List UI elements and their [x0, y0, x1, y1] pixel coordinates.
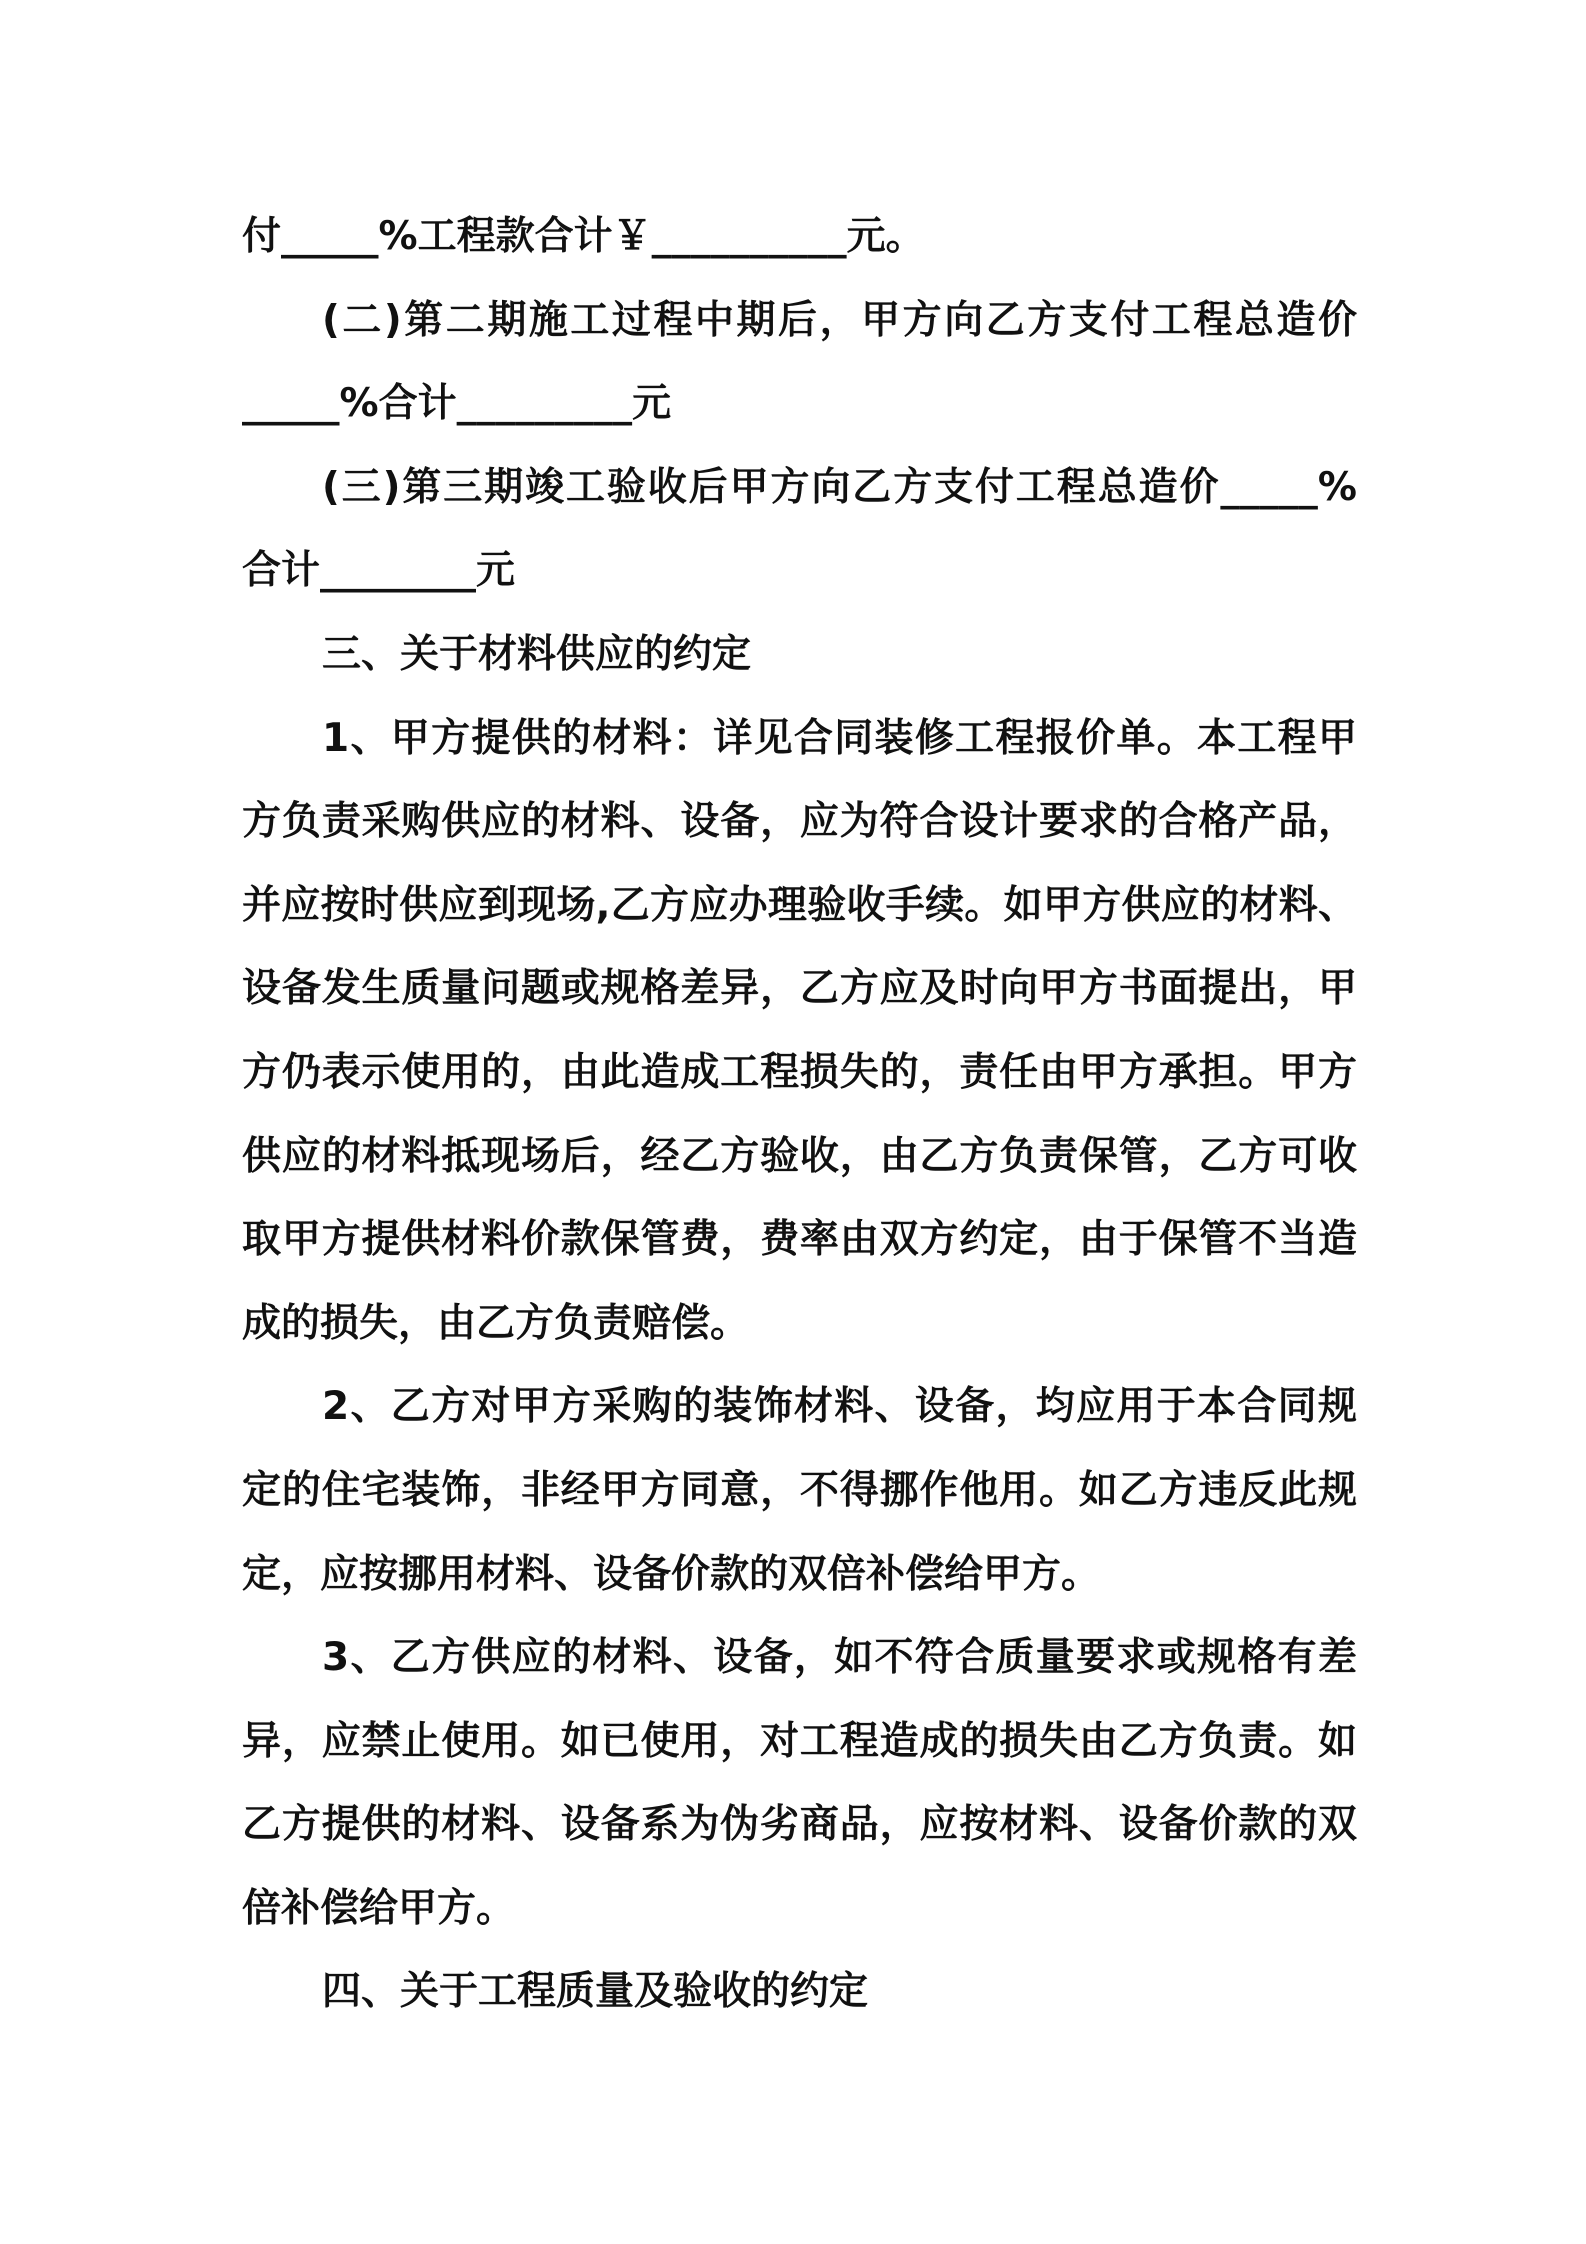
- text-line: 倍补偿给甲方。: [242, 1885, 516, 1931]
- text-line: 乙方提供的材料、设备系为伪劣商品，应按材料、设备价款的双: [242, 1802, 1357, 1848]
- text-line: 1、甲方提供的材料：详见合同装修工程报价单。本工程甲: [322, 715, 1357, 761]
- text-line: 方仍表示使用的，由此造成工程损失的，责任由甲方承担。甲方: [242, 1049, 1357, 1095]
- materials-clause-3: [242, 1616, 1357, 1950]
- text-line: (二)第二期施工过程中期后，甲方向乙方支付工程总造价: [322, 297, 1357, 343]
- text-line: 方负责采购供应的材料、设备，应为符合设计要求的合格产品，: [242, 799, 1357, 845]
- text-line: _____%合计_________元: [242, 381, 672, 427]
- materials-clause-1: [242, 697, 1357, 1366]
- section-heading: 三、关于材料供应的约定: [322, 631, 752, 677]
- text-line: 2、乙方对甲方采购的装饰材料、设备，均应用于本合同规: [322, 1384, 1357, 1430]
- payment-clause-phase-two: [242, 279, 1357, 446]
- section-heading-materials: [242, 613, 1357, 697]
- section-heading: 四、关于工程质量及验收的约定: [322, 1969, 869, 2015]
- text-line: 成的损失，由乙方负责赔偿。: [242, 1300, 750, 1346]
- text-line: 定，应按挪用材料、设备价款的双倍补偿给甲方。: [242, 1551, 1101, 1597]
- text-line: 取甲方提供材料价款保管费，费率由双方约定，由于保管不当造: [242, 1217, 1357, 1263]
- payment-clause-continuation: [242, 195, 1357, 279]
- text-line: 合计________元: [242, 548, 516, 594]
- text-line: 付_____%工程款合计￥__________元。: [242, 214, 925, 259]
- materials-clause-2: [242, 1365, 1357, 1616]
- text-line: (三)第三期竣工验收后甲方向乙方支付工程总造价_____%: [322, 464, 1357, 510]
- document-body: [242, 195, 1357, 2034]
- section-heading-quality: [242, 1950, 1357, 2034]
- text-line: 异，应禁止使用。如已使用，对工程造成的损失由乙方负责。如: [242, 1718, 1357, 1764]
- payment-clause-phase-three: [242, 446, 1357, 613]
- text-line: 并应按时供应到现场,乙方应办理验收手续。如甲方供应的材料、: [242, 882, 1357, 928]
- text-line: 设备发生质量问题或规格差异，乙方应及时向甲方书面提出，甲: [242, 966, 1357, 1012]
- text-line: 3、乙方供应的材料、设备，如不符合质量要求或规格有差: [322, 1635, 1357, 1681]
- text-line: 定的住宅装饰，非经甲方同意，不得挪作他用。如乙方违反此规: [242, 1467, 1357, 1513]
- text-line: 供应的材料抵现场后，经乙方验收，由乙方负责保管，乙方可收: [242, 1133, 1357, 1179]
